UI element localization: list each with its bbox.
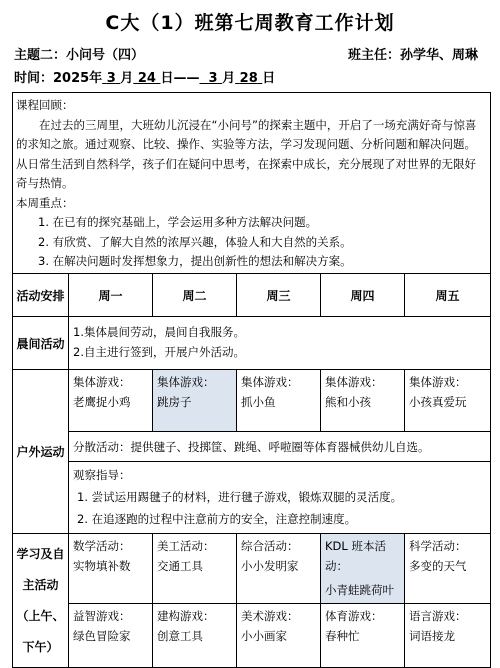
study-tue-am	[153, 534, 237, 604]
activity-name: 小青蛙跳荷叶	[325, 583, 394, 597]
date-label: 时间：2025年	[14, 71, 103, 86]
study-thu-am	[321, 534, 405, 604]
activity-name: 绿色冒险家	[73, 629, 131, 643]
page-title: C大（1）班第七周教育工作计划	[105, 12, 395, 34]
morning-item-2: 2.自主进行签到，开展户外活动。	[73, 345, 245, 359]
theme-value: 小问号（四）	[66, 48, 145, 63]
activity-name: 小小画家	[241, 629, 287, 643]
focus-heading: 本周重点：	[16, 195, 74, 210]
study-label-line-1: 学习及自	[16, 546, 65, 561]
month-char-2: 月	[222, 71, 236, 86]
activity-name: 实物填补数	[73, 559, 131, 573]
activity-name: 词语接龙	[409, 629, 455, 643]
outdoor-game-wed	[237, 370, 321, 432]
game-type: 集体游戏：	[73, 375, 131, 389]
morning-label: 晨间活动	[13, 317, 69, 370]
activity-name: 春种忙	[325, 629, 360, 643]
study-thu-pm	[321, 604, 405, 668]
date-end: 日	[262, 71, 276, 86]
study-label	[13, 534, 69, 668]
activity-type: 数学活动：	[73, 539, 131, 553]
guidance-heading: 观察指导：	[73, 468, 131, 482]
study-label-line-4: 下午）	[22, 639, 59, 654]
activity-name: 多变的天气	[409, 559, 467, 573]
study-mon-am	[69, 534, 153, 604]
activity-type: 体育游戏：	[325, 609, 383, 623]
review-heading: 课程回顾：	[16, 98, 74, 112]
start-day: 24	[137, 71, 156, 86]
day-monday: 周一	[69, 274, 153, 317]
study-wed-pm	[237, 604, 321, 668]
activity-type: 益智游戏：	[73, 609, 131, 623]
month-char-1: 月	[120, 71, 134, 86]
scattered-text: 分散活动：提供毽子、投掷筐、跳绳、呼啦圈等体育器械供幼儿自选。	[73, 440, 430, 454]
game-name: 跳房子	[157, 395, 192, 409]
theme-line	[14, 44, 492, 63]
game-name: 抓小鱼	[241, 395, 276, 409]
review-body: 在过去的三周里，大班幼儿沉浸在“小问号”的探索主题中，开启了一场充满好奇与惊喜的求知之旅。通过观察、比较、操作、实验等方法，学习发现问题、分析问题和解决问题。从日常生活到自然科学，孩子们在疑问中思考，在探索中成长，充分展现了对世界的无限好奇与热情。	[16, 117, 477, 190]
game-name: 小孩真爱玩	[409, 395, 467, 409]
outdoor-label: 户外运动	[13, 370, 69, 534]
schedule-header-label: 活动安排	[13, 274, 69, 317]
study-wed-am	[237, 534, 321, 604]
date-line	[14, 67, 492, 86]
review-section	[13, 93, 491, 274]
end-day: 28	[239, 71, 258, 86]
outdoor-guidance	[69, 462, 491, 534]
teacher-info	[348, 44, 478, 63]
activity-type: KDL 班本活动：	[325, 539, 386, 573]
study-fri-am	[405, 534, 491, 604]
day-thursday: 周四	[321, 274, 405, 317]
activity-name: 创意工具	[157, 629, 203, 643]
morning-content	[69, 317, 491, 370]
guidance-item-2: 2. 在追逐跑的过程中注意前方的安全，注意控制速度。	[77, 512, 357, 526]
day-tuesday: 周二	[153, 274, 237, 317]
morning-item-1: 1.集体晨间劳动，晨间自我服务。	[73, 325, 245, 339]
game-type: 集体游戏：	[325, 375, 383, 389]
guidance-item-1: 1. 尝试运用踢毽子的材料，进行毽子游戏，锻炼双腿的灵活度。	[77, 490, 403, 504]
start-month: 3	[106, 71, 116, 86]
teacher-label: 班主任：	[347, 48, 400, 63]
day-wednesday: 周三	[237, 274, 321, 317]
game-type: 集体游戏：	[241, 375, 299, 389]
activity-name: 小小发明家	[241, 559, 299, 573]
game-type: 集体游戏：	[157, 375, 215, 389]
teacher-names: 孙学华、周琳	[399, 48, 478, 63]
activity-type: 美术游戏：	[241, 609, 299, 623]
outdoor-game-tue	[153, 370, 237, 432]
activity-type: 美工活动：	[157, 539, 215, 553]
outdoor-game-thu	[321, 370, 405, 432]
plan-table	[12, 92, 491, 668]
activity-type: 语言游戏：	[409, 609, 467, 623]
focus-item-2: 2. 有欣赏、了解大自然的浓厚兴趣，体验人和大自然的关系。	[38, 234, 352, 249]
theme-label: 主题二：	[14, 48, 67, 63]
outdoor-game-fri	[405, 370, 491, 432]
game-type: 集体游戏：	[409, 375, 467, 389]
outdoor-scattered	[69, 432, 491, 462]
study-label-line-2: 主活动	[22, 577, 59, 592]
study-label-line-3: （上午、	[16, 608, 65, 623]
game-name: 熊和小孩	[325, 395, 371, 409]
focus-item-1: 1. 在已有的探究基础上，学会运用多种方法解决问题。	[38, 215, 318, 229]
game-name: 老鹰捉小鸡	[73, 395, 131, 409]
study-tue-pm	[153, 604, 237, 668]
study-fri-pm	[405, 604, 491, 668]
outdoor-game-mon	[69, 370, 153, 432]
end-month: 3	[208, 71, 218, 86]
day-friday: 周五	[405, 274, 491, 317]
activity-name: 交通工具	[157, 559, 203, 573]
activity-type: 建构游戏：	[157, 609, 215, 623]
activity-type: 科学活动：	[409, 539, 467, 553]
activity-type: 综合活动：	[241, 539, 299, 553]
date-separator: 日——	[160, 71, 200, 86]
focus-item-3: 3. 在解决问题时发挥想象力，提出创新性的想法和解决方案。	[38, 254, 352, 268]
study-mon-pm	[69, 604, 153, 668]
